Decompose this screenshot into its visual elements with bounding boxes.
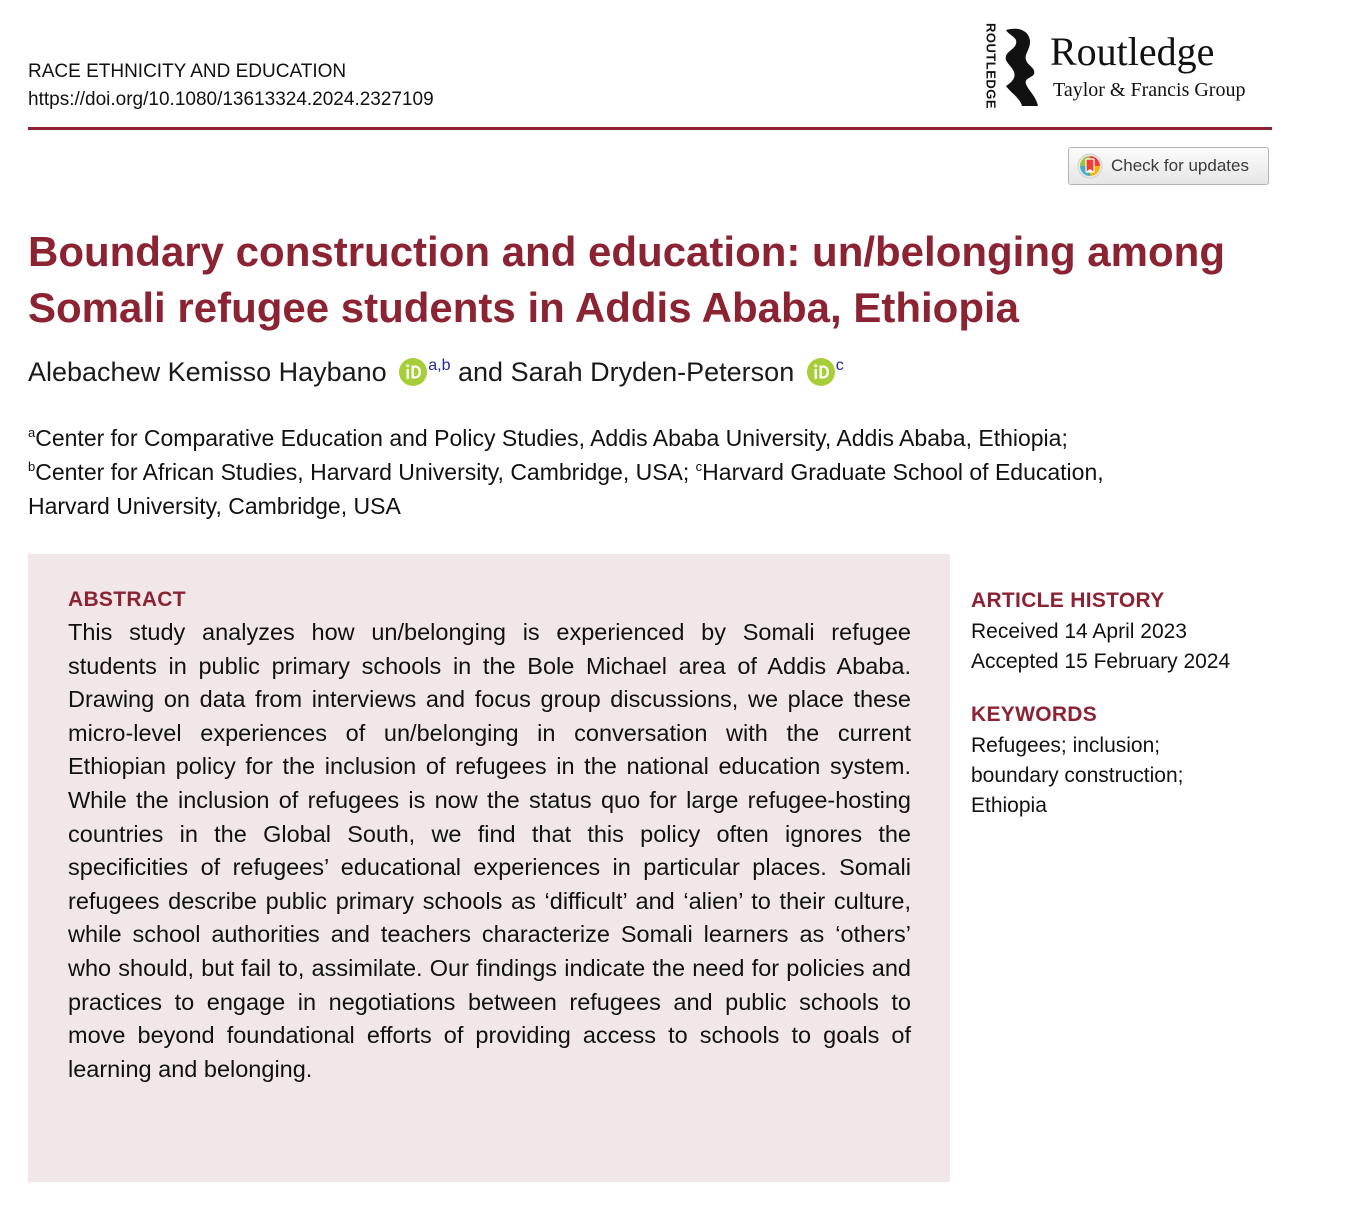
affiliation-line: $^a$Center for Comparative Education and Policy Studies, Addis Ababa University, Addis Ababa, Ethiopia; xyxy=(28,425,1068,451)
article-sidebar xyxy=(971,585,1291,821)
affiliations xyxy=(28,421,1288,523)
check-for-updates-label: Check for updates xyxy=(1111,156,1249,175)
abstract-heading: ABSTRACT xyxy=(68,588,186,611)
orcid-icon[interactable] xyxy=(806,357,836,387)
logo-vertical-label: ROUTLEDGE xyxy=(983,22,999,110)
author-affiliation-marker[interactable]: a,b xyxy=(428,357,451,374)
article-title: Boundary construction and education: un/belonging among Somali refugee students in Addis Ababa, Ethiopia xyxy=(28,228,1225,331)
header-divider xyxy=(28,127,1272,130)
abstract-box xyxy=(28,554,950,1182)
author-affiliation-marker[interactable]: c xyxy=(835,357,844,374)
author-separator: and xyxy=(457,357,504,387)
article-history-heading: ARTICLE HISTORY xyxy=(971,589,1165,612)
accepted-date: Accepted 15 February 2024 xyxy=(971,650,1231,673)
orcid-icon[interactable] xyxy=(398,357,428,387)
keywords xyxy=(971,699,1291,821)
publisher-name: Routledge xyxy=(1050,29,1215,74)
abstract-text: This study analyzes how un/belonging is experienced by Somali refugee students in public primary schools in the Bole Michael area of Addis Ababa. Drawing on data from interviews and focus group discussions, we place these micro-level experiences of un/belonging in conversation with the current Ethiopian policy for the inclusion of refugees in the national education system. While the inclusion of refugees is now the status quo for large refugee-hosting countries in the Global South, we find that this policy often ignores the specificities of refugees’ educational experiences in particular places. Somali refugees describe public primary schools as ‘difficult’ and ‘alien’ to their culture, while school authorities and teachers characterize Somali learners as ‘others’ who should, but fail to, assimilate. Our findings indicate the need for policies and practices to engage in negotiations between refugees and public schools to move beyond foundational efforts of providing access to schools to goals of learning and belonging. xyxy=(68,619,911,1082)
publisher-group: Taylor & Francis Group xyxy=(1053,79,1246,101)
publisher-logo xyxy=(980,22,1280,110)
author-name: Sarah Dryden-Peterson xyxy=(510,357,795,387)
keywords-heading: KEYWORDS xyxy=(971,703,1098,726)
routledge-profile-icon xyxy=(1000,26,1040,108)
journal-name: RACE ETHNICITY AND EDUCATION xyxy=(28,61,347,82)
crossmark-icon xyxy=(1077,153,1103,179)
keywords-list: Refugees; inclusion; boundary construction; Ethiopia xyxy=(971,734,1184,817)
author-list xyxy=(28,352,844,392)
affiliation-line: Harvard University, Cambridge, USA xyxy=(28,493,401,519)
journal-header xyxy=(28,58,434,114)
received-date: Received 14 April 2023 xyxy=(971,620,1187,643)
check-for-updates-button[interactable] xyxy=(1068,147,1269,185)
author-name: Alebachew Kemisso Haybano xyxy=(28,357,387,387)
affiliation-line: $^b$Center for African Studies, Harvard University, Cambridge, USA; $^c$Harvard Graduate School of Education, xyxy=(28,459,1104,485)
doi-link[interactable]: https://doi.org/10.1080/13613324.2024.2327109 xyxy=(28,89,434,110)
article-history xyxy=(971,585,1291,677)
